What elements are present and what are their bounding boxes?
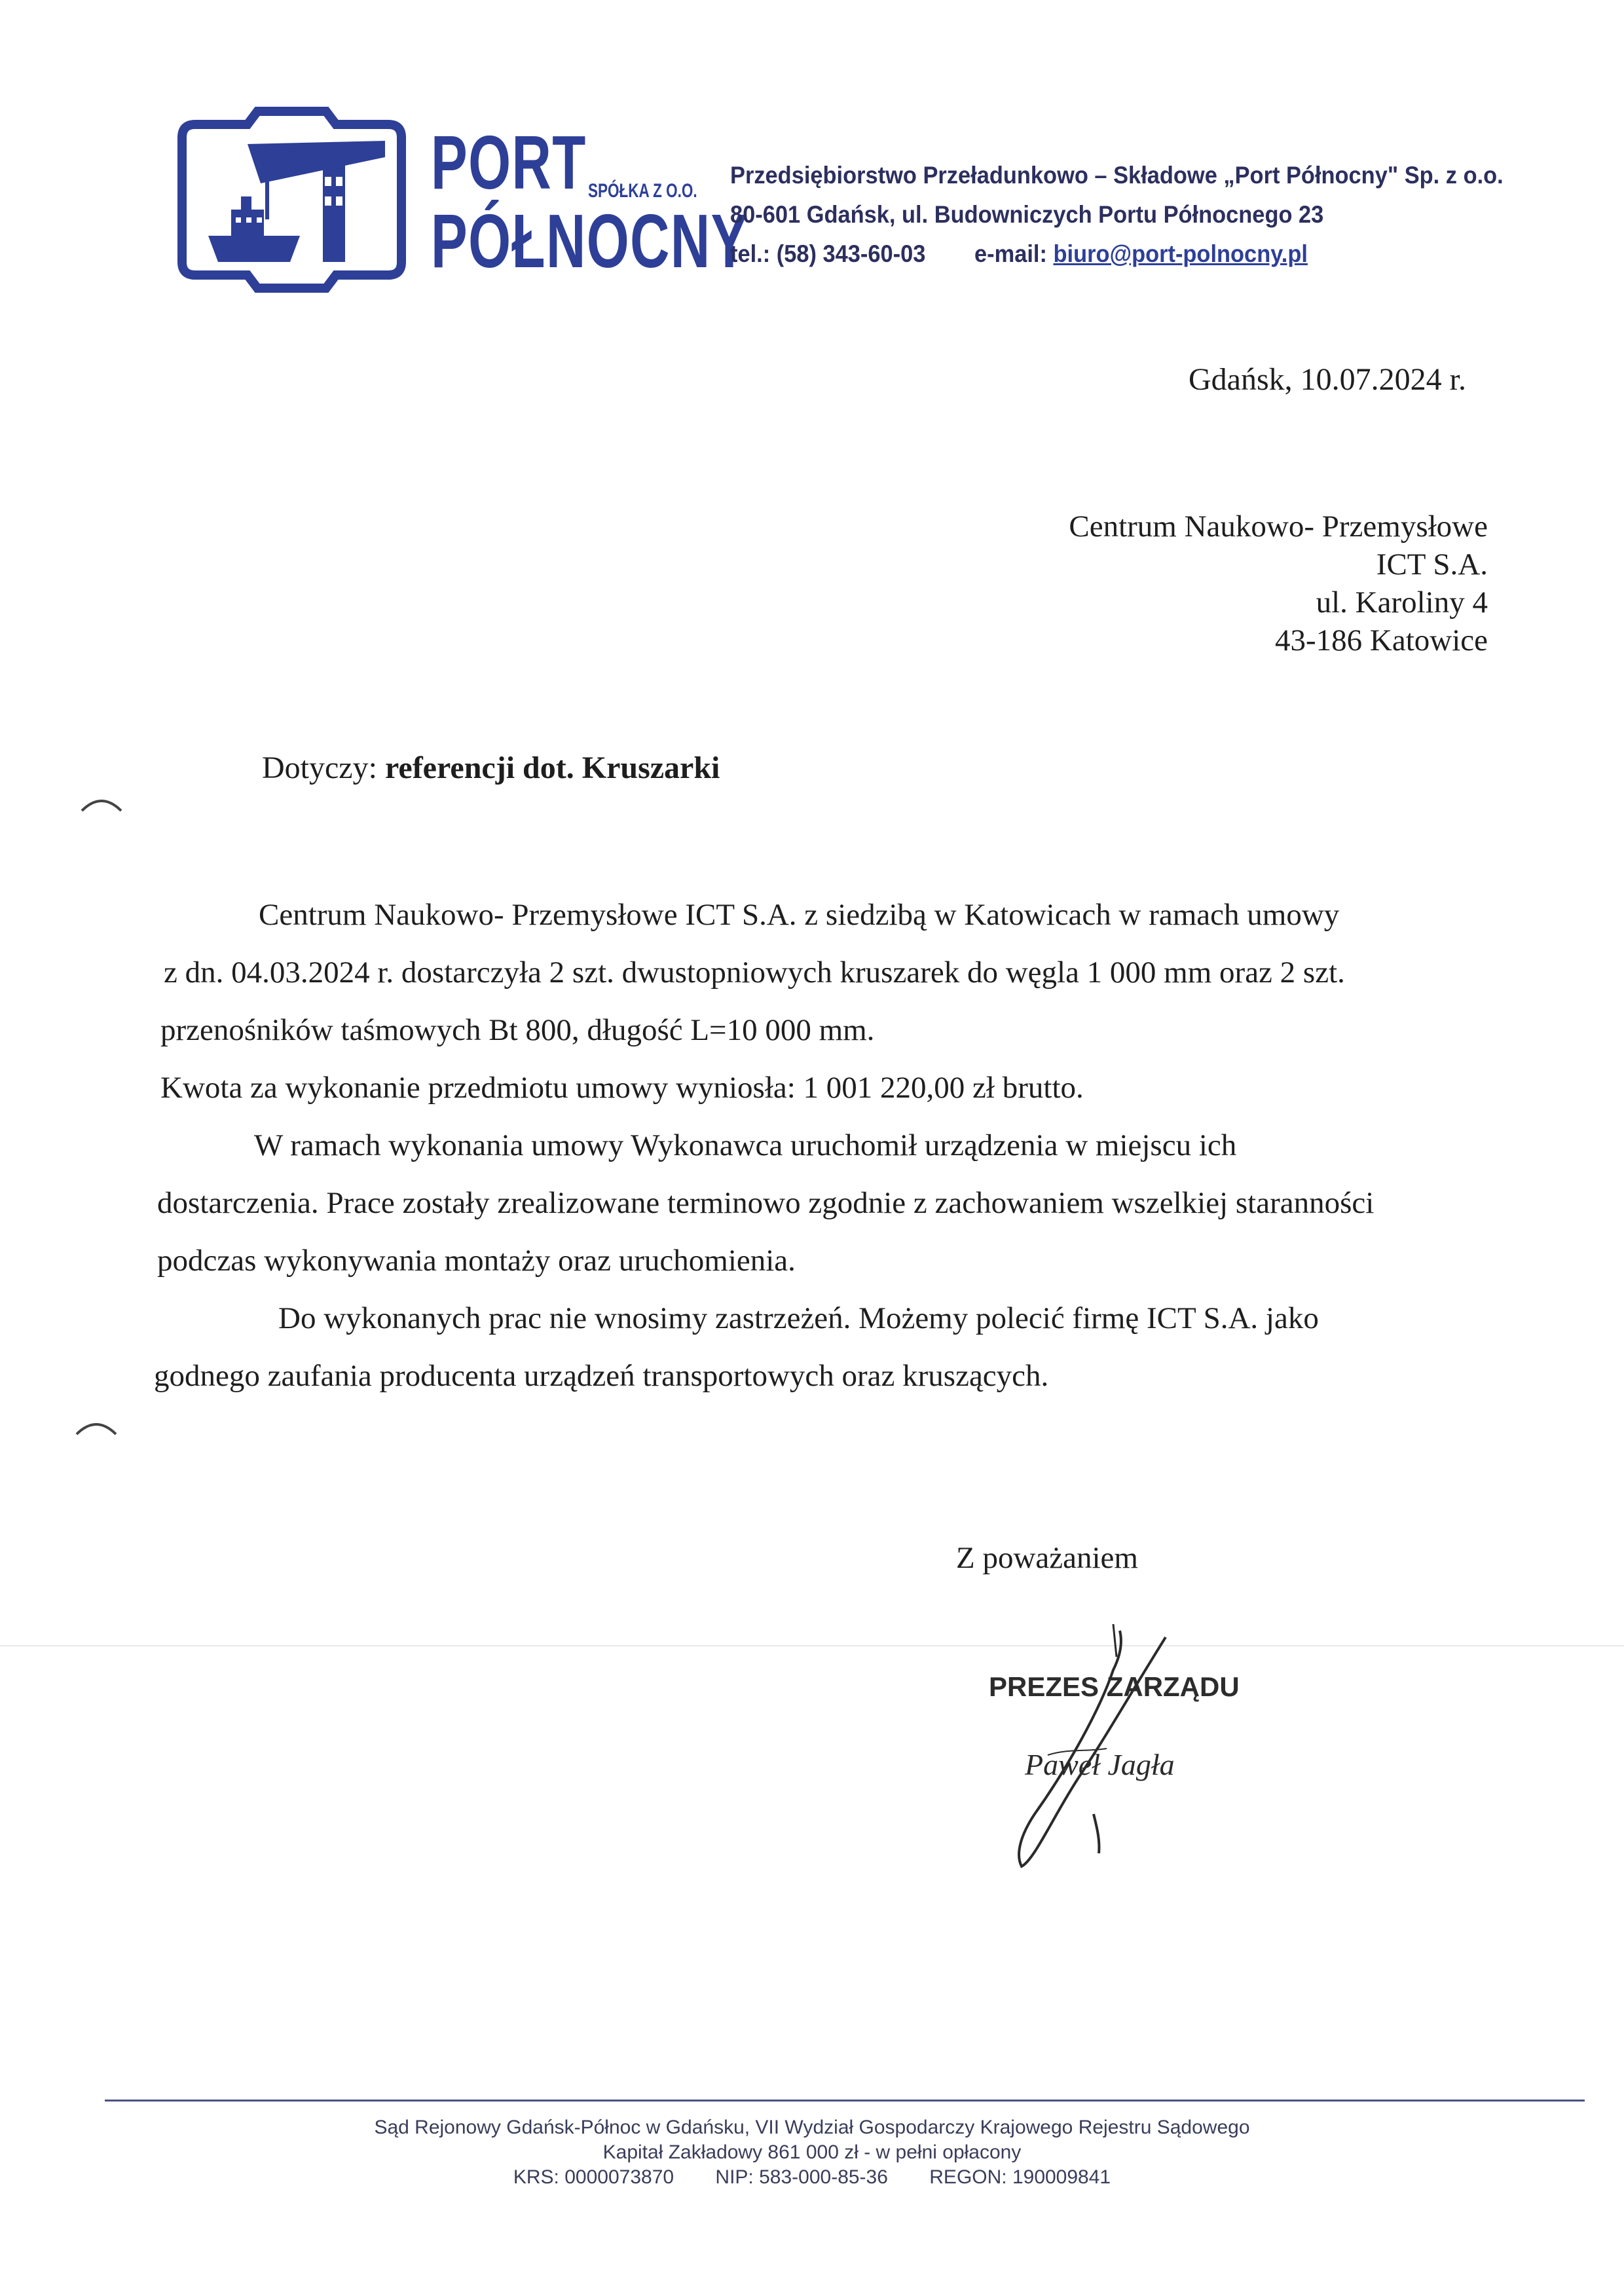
- footer-regon: REGON: 190009841: [929, 2166, 1111, 2188]
- scan-fold-line: [0, 1645, 1624, 1646]
- body-line: Kwota za wykonanie przedmiotu umowy wyniosła: 1 001 220,00 zł brutto.: [160, 1071, 1084, 1105]
- footer-capital: Kapitał Zakładowy 861 000 zł - w pełni opłacony: [602, 2141, 1022, 2163]
- addressee-line: ul. Karoliny 4: [1316, 585, 1488, 620]
- company-logo: [169, 105, 824, 301]
- addressee-line: ICT S.A.: [1376, 547, 1488, 582]
- stamp-name: Paweł Jagła: [1025, 1748, 1175, 1781]
- company-phone: tel.: (58) 343-60-03: [730, 240, 926, 267]
- body-line: W ramach wykonania umowy Wykonawca uruchomił urządzenia w miejscu ich: [254, 1128, 1237, 1162]
- logo-suffix: SPÓŁKA Z O.O.: [588, 180, 697, 202]
- body-line: Centrum Naukowo- Przemysłowe ICT S.A. z siedzibą w Katowicach w ramach umowy: [259, 898, 1340, 932]
- footer-ids: [0, 2165, 1624, 2190]
- subject-text: referencji dot. Kruszarki: [384, 750, 720, 785]
- footer-krs: KRS: 0000073870: [513, 2166, 674, 2188]
- footer-court-registry: Sąd Rejonowy Gdańsk-Północ w Gdańsku, VII Wydział Gospodarczy Krajowego Rejestru Sądowego: [374, 2117, 1250, 2138]
- stamp-title: PREZES ZARZĄDU: [989, 1671, 1240, 1702]
- footer-nip: NIP: 583-000-85-36: [715, 2166, 888, 2188]
- addressee-line: Centrum Naukowo- Przemysłowe: [1069, 509, 1488, 544]
- addressee-line: 43-186 Katowice: [1275, 623, 1488, 657]
- body-line: Do wykonanych prac nie wnosimy zastrzeżeń. Możemy polecić firmę ICT S.A. jako: [278, 1301, 1319, 1335]
- handwritten-signature: [976, 1618, 1251, 1893]
- body-line: podczas wykonywania montaży oraz uruchomienia.: [157, 1244, 796, 1278]
- port-crane-logo-icon: [169, 105, 411, 295]
- body-line: godnego zaufania producenta urządzeń transportowych oraz kruszących.: [154, 1359, 1049, 1393]
- company-name: Przedsiębiorstwo Przeładunkowo – Składowe „Port Północny" Sp. z o.o.: [730, 162, 1504, 189]
- letter-date: Gdańsk, 10.07.2024 r.: [1189, 362, 1466, 397]
- company-contact-block: [730, 156, 1562, 274]
- footer: [0, 2115, 1624, 2190]
- subject-line: [262, 750, 720, 786]
- body-line: z dn. 04.03.2024 r. dostarczyła 2 szt. dwustopniowych kruszarek do węgla 1 000 mm oraz 2 szt.: [164, 955, 1345, 990]
- body-line: dostarczenia. Prace zostały zrealizowane terminowo zgodnie z zachowaniem wszelkiej staranności: [157, 1186, 1375, 1220]
- logo-word-polnocny: PÓŁNOCNY: [431, 198, 748, 284]
- company-address: 80-601 Gdańsk, ul. Budowniczych Portu Północnego 23: [730, 201, 1324, 228]
- body-line: przenośników taśmowych Bt 800, długość L=10 000 mm.: [160, 1013, 875, 1047]
- addressee-block: [1069, 508, 1488, 659]
- footer-divider: [105, 2100, 1585, 2102]
- logo-word-port: PORT: [431, 120, 587, 205]
- email-label: e-mail:: [974, 240, 1047, 267]
- subject-label: Dotyczy:: [262, 750, 377, 785]
- punch-hole-mark: [79, 791, 124, 817]
- company-phone-email-row: [730, 234, 1504, 274]
- email-link[interactable]: biuro@port-polnocny.pl: [1053, 240, 1308, 267]
- closing-phrase: Z poważaniem: [956, 1541, 1138, 1575]
- punch-hole-mark: [73, 1415, 119, 1441]
